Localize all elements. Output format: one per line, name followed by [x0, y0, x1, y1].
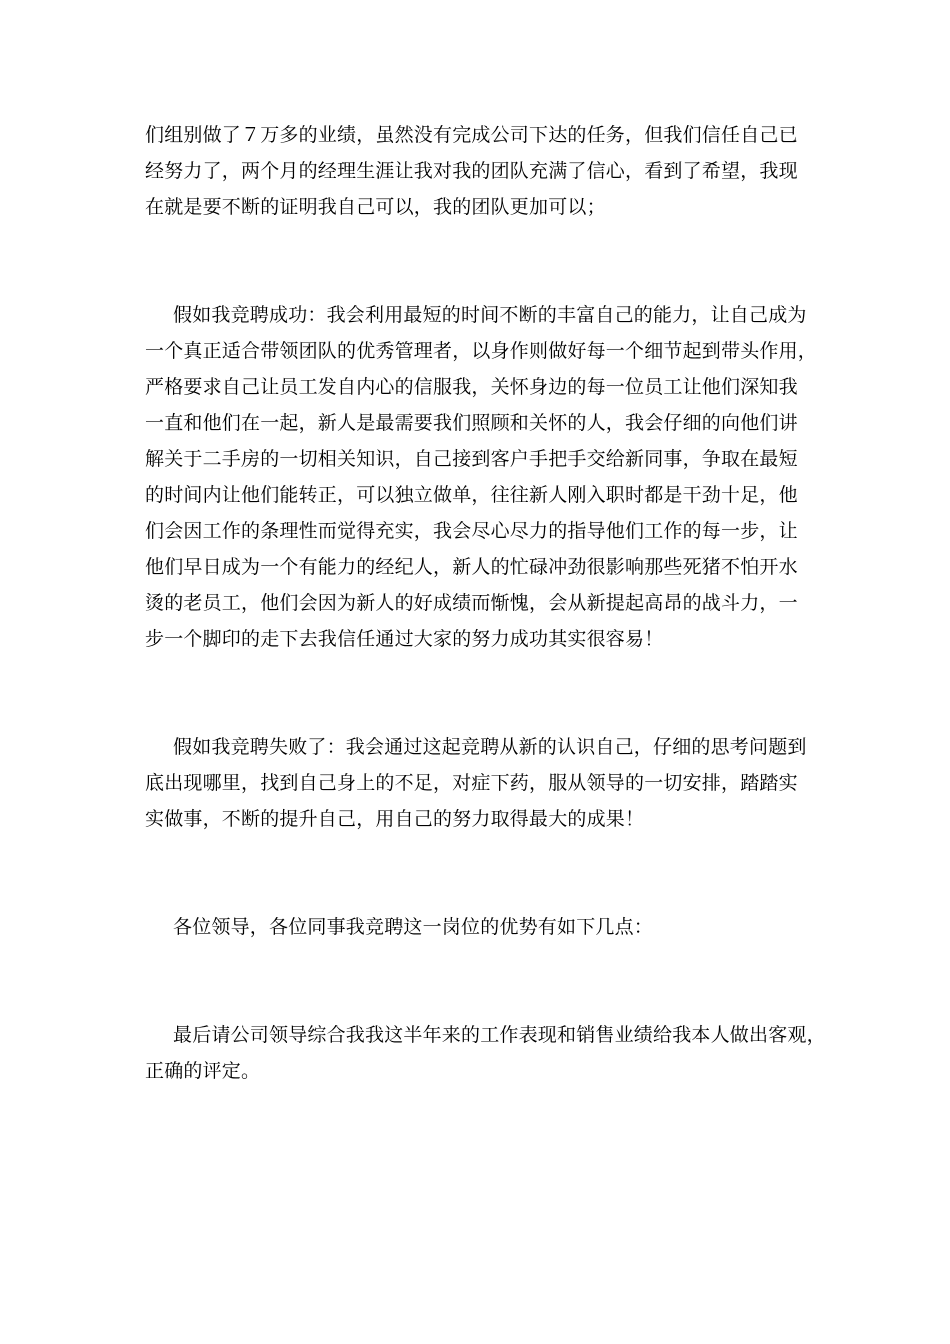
text-line: 实做事，不断的提升自己，用自己的努力取得最大的成果！ [145, 808, 645, 830]
text-line: 最后请公司领导综合我我这半年来的工作表现和销售业绩给我本人做出客观， [173, 1024, 826, 1046]
text-line: 严格要求自己让员工发自内心的信服我，关怀身边的每一位员工让他们深知我 [145, 376, 798, 398]
text-line: 正确的评定。 [145, 1060, 261, 1082]
text-line: 们会因工作的条理性而觉得充实，我会尽心尽力的指导他们工作的每一步，让 [145, 520, 798, 542]
paragraph-3 [145, 729, 825, 837]
paragraph-1 [145, 117, 825, 225]
paragraph-4 [145, 909, 825, 945]
text-line: 一个真正适合带领团队的优秀管理者，以身作则做好每一个细节起到带头作用， [145, 340, 818, 362]
text-line: 烫的老员工，他们会因为新人的好成绩而惭愧，会从新提起高昂的战斗力，一 [145, 592, 798, 614]
text-line: 假如我竞聘成功：我会利用最短的时间不断的丰富自己的能力，让自己成为 [173, 304, 807, 326]
text-line: 假如我竞聘失败了：我会通过这起竞聘从新的认识自己，仔细的思考问题到 [173, 736, 807, 758]
text-line: 各位领导，各位同事我竞聘这一岗位的优势有如下几点： [173, 916, 654, 938]
text-line: 他们早日成为一个有能力的经纪人，新人的忙碌冲劲很影响那些死猪不怕开水 [145, 556, 798, 578]
text-line: 经努力了，两个月的经理生涯让我对我的团队充满了信心，看到了希望，我现 [145, 160, 798, 182]
text-line: 的时间内让他们能转正，可以独立做单，往往新人刚入职时都是干劲十足，他 [145, 484, 798, 506]
text-line: 在就是要不断的证明我自己可以，我的团队更加可以； [145, 196, 606, 218]
text-line: 底出现哪里，找到自己身上的不足，对症下药，服从领导的一切安排，踏踏实 [145, 772, 798, 794]
paragraph-2 [145, 297, 825, 657]
text-line: 们组别做了７万多的业绩，虽然没有完成公司下达的任务，但我们信任自己已 [145, 124, 798, 146]
text-line: 步一个脚印的走下去我信任通过大家的努力成功其实很容易！ [145, 628, 664, 650]
text-line: 解关于二手房的一切相关知识，自己接到客户手把手交给新同事，争取在最短 [145, 448, 798, 470]
paragraph-5 [145, 1017, 825, 1089]
text-line: 一直和他们在一起，新人是最需要我们照顾和关怀的人，我会仔细的向他们讲 [145, 412, 798, 434]
